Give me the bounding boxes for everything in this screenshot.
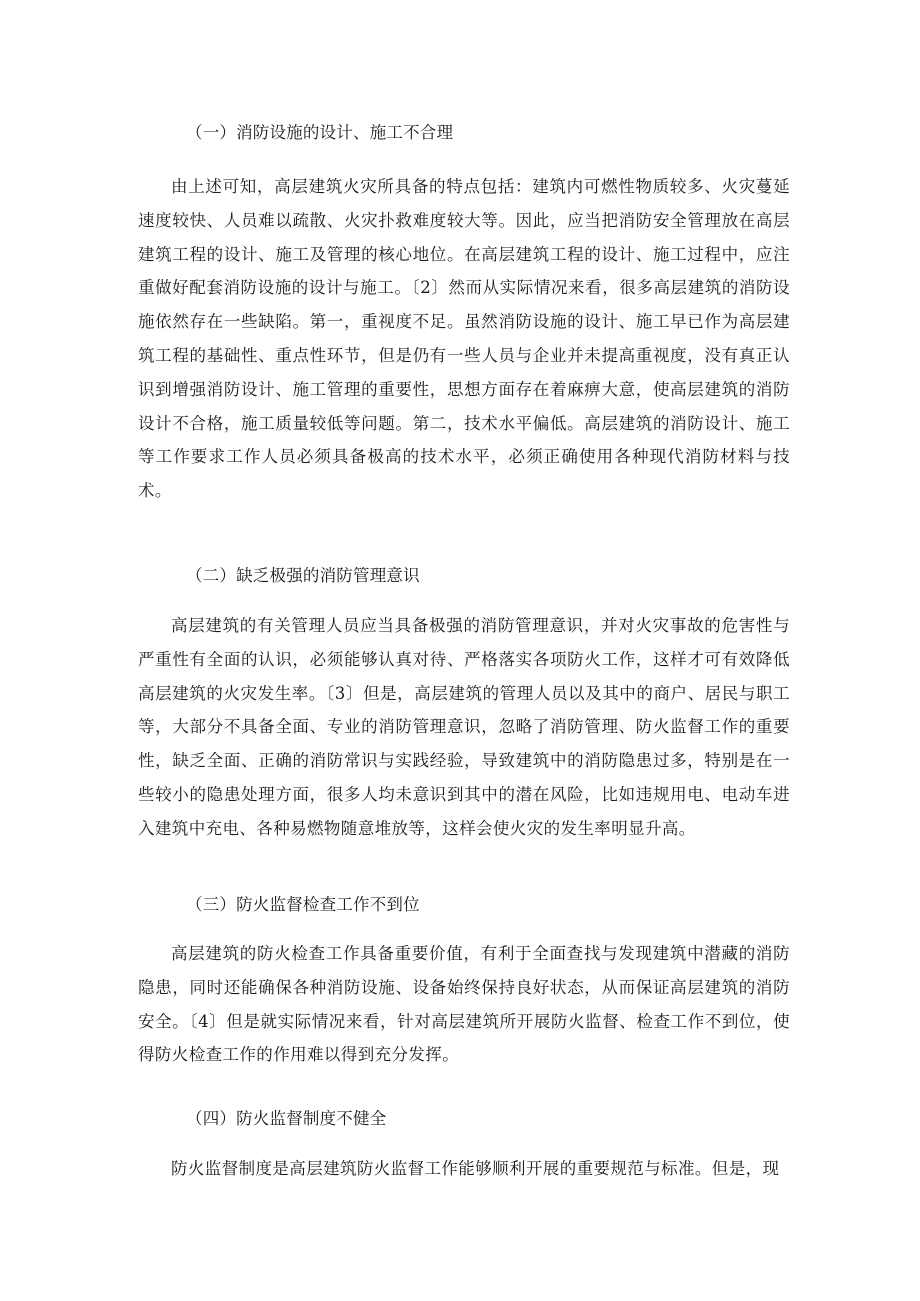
section-heading-3: （三）防火监督检查工作不到位 <box>186 895 420 914</box>
section-heading-4: （四）防火监督制度不健全 <box>186 1109 387 1128</box>
section-paragraph-3: 高层建筑的防火检查工作具备重要价值，有利于全面查找与发现建筑中潜藏的消防隐患，同时还能确保各种消防设施、设备始终保持良好状态，从而保证高层建筑的消防安全。〔4〕但是就实际情况来看，针对高层建筑所开展防火监督、检查工作不到位，使得防火检查工作的作用难以得到充分发挥。 <box>138 944 790 1065</box>
section-paragraph-1: 由上述可知，高层建筑火灾所具备的特点包括：建筑内可燃性物质较多、火灾蔓延速度较快、人员难以疏散、火灾扑救难度较大等。因此，应当把消防安全管理放在高层建筑工程的设计、施工及管理的核心地位。在高层建筑工程的设计、施工过程中，应注重做好配套消防设施的设计与施工。〔2〕然而从实际情况来看，很多高层建筑的消防设施依然存在一些缺陷。第一，重视度不足。虽然消防设施的设计、施工早已作为高层建筑工程的基础性、重点性环节，但是仍有一些人员与企业并未提高重视度，没有真正认识到增强消防设计、施工管理的重要性，思想方面存在着麻痹大意，使高层建筑的消防设计不合格，施工质量较低等问题。第二，技术水平偏低。高层建筑的消防设计、施工等工作要求工作人员必须具备极高的技术水平，必须正确使用各种现代消防材料与技术。 <box>138 177 790 501</box>
section-heading-1: （一）消防设施的设计、施工不合理 <box>186 123 454 142</box>
section-paragraph-4: 防火监督制度是高层建筑防火监督工作能够顺利开展的重要规范与标准。但是，现 <box>171 1159 780 1178</box>
section-paragraph-2: 高层建筑的有关管理人员应当具备极强的消防管理意识，并对火灾事故的危害性与严重性有全面的认识，必须能够认真对待、严格落实各项防火工作，这样才可有效降低高层建筑的火灾发生率。〔3〕但是，高层建筑的管理人员以及其中的商户、居民与职工等，大部分不具备全面、专业的消防管理意识，忽略了消防管理、防火监督工作的重要性，缺乏全面、正确的消防常识与实践经验，导致建筑中的消防隐患过多，特别是在一些较小的隐患处理方面，很多人均未意识到其中的潜在风险，比如违规用电、电动车进入建筑中充电、各种易燃物随意堆放等，这样会使火灾的发生率明显升高。 <box>138 616 790 838</box>
section-heading-2: （二）缺乏极强的消防管理意识 <box>186 566 420 585</box>
